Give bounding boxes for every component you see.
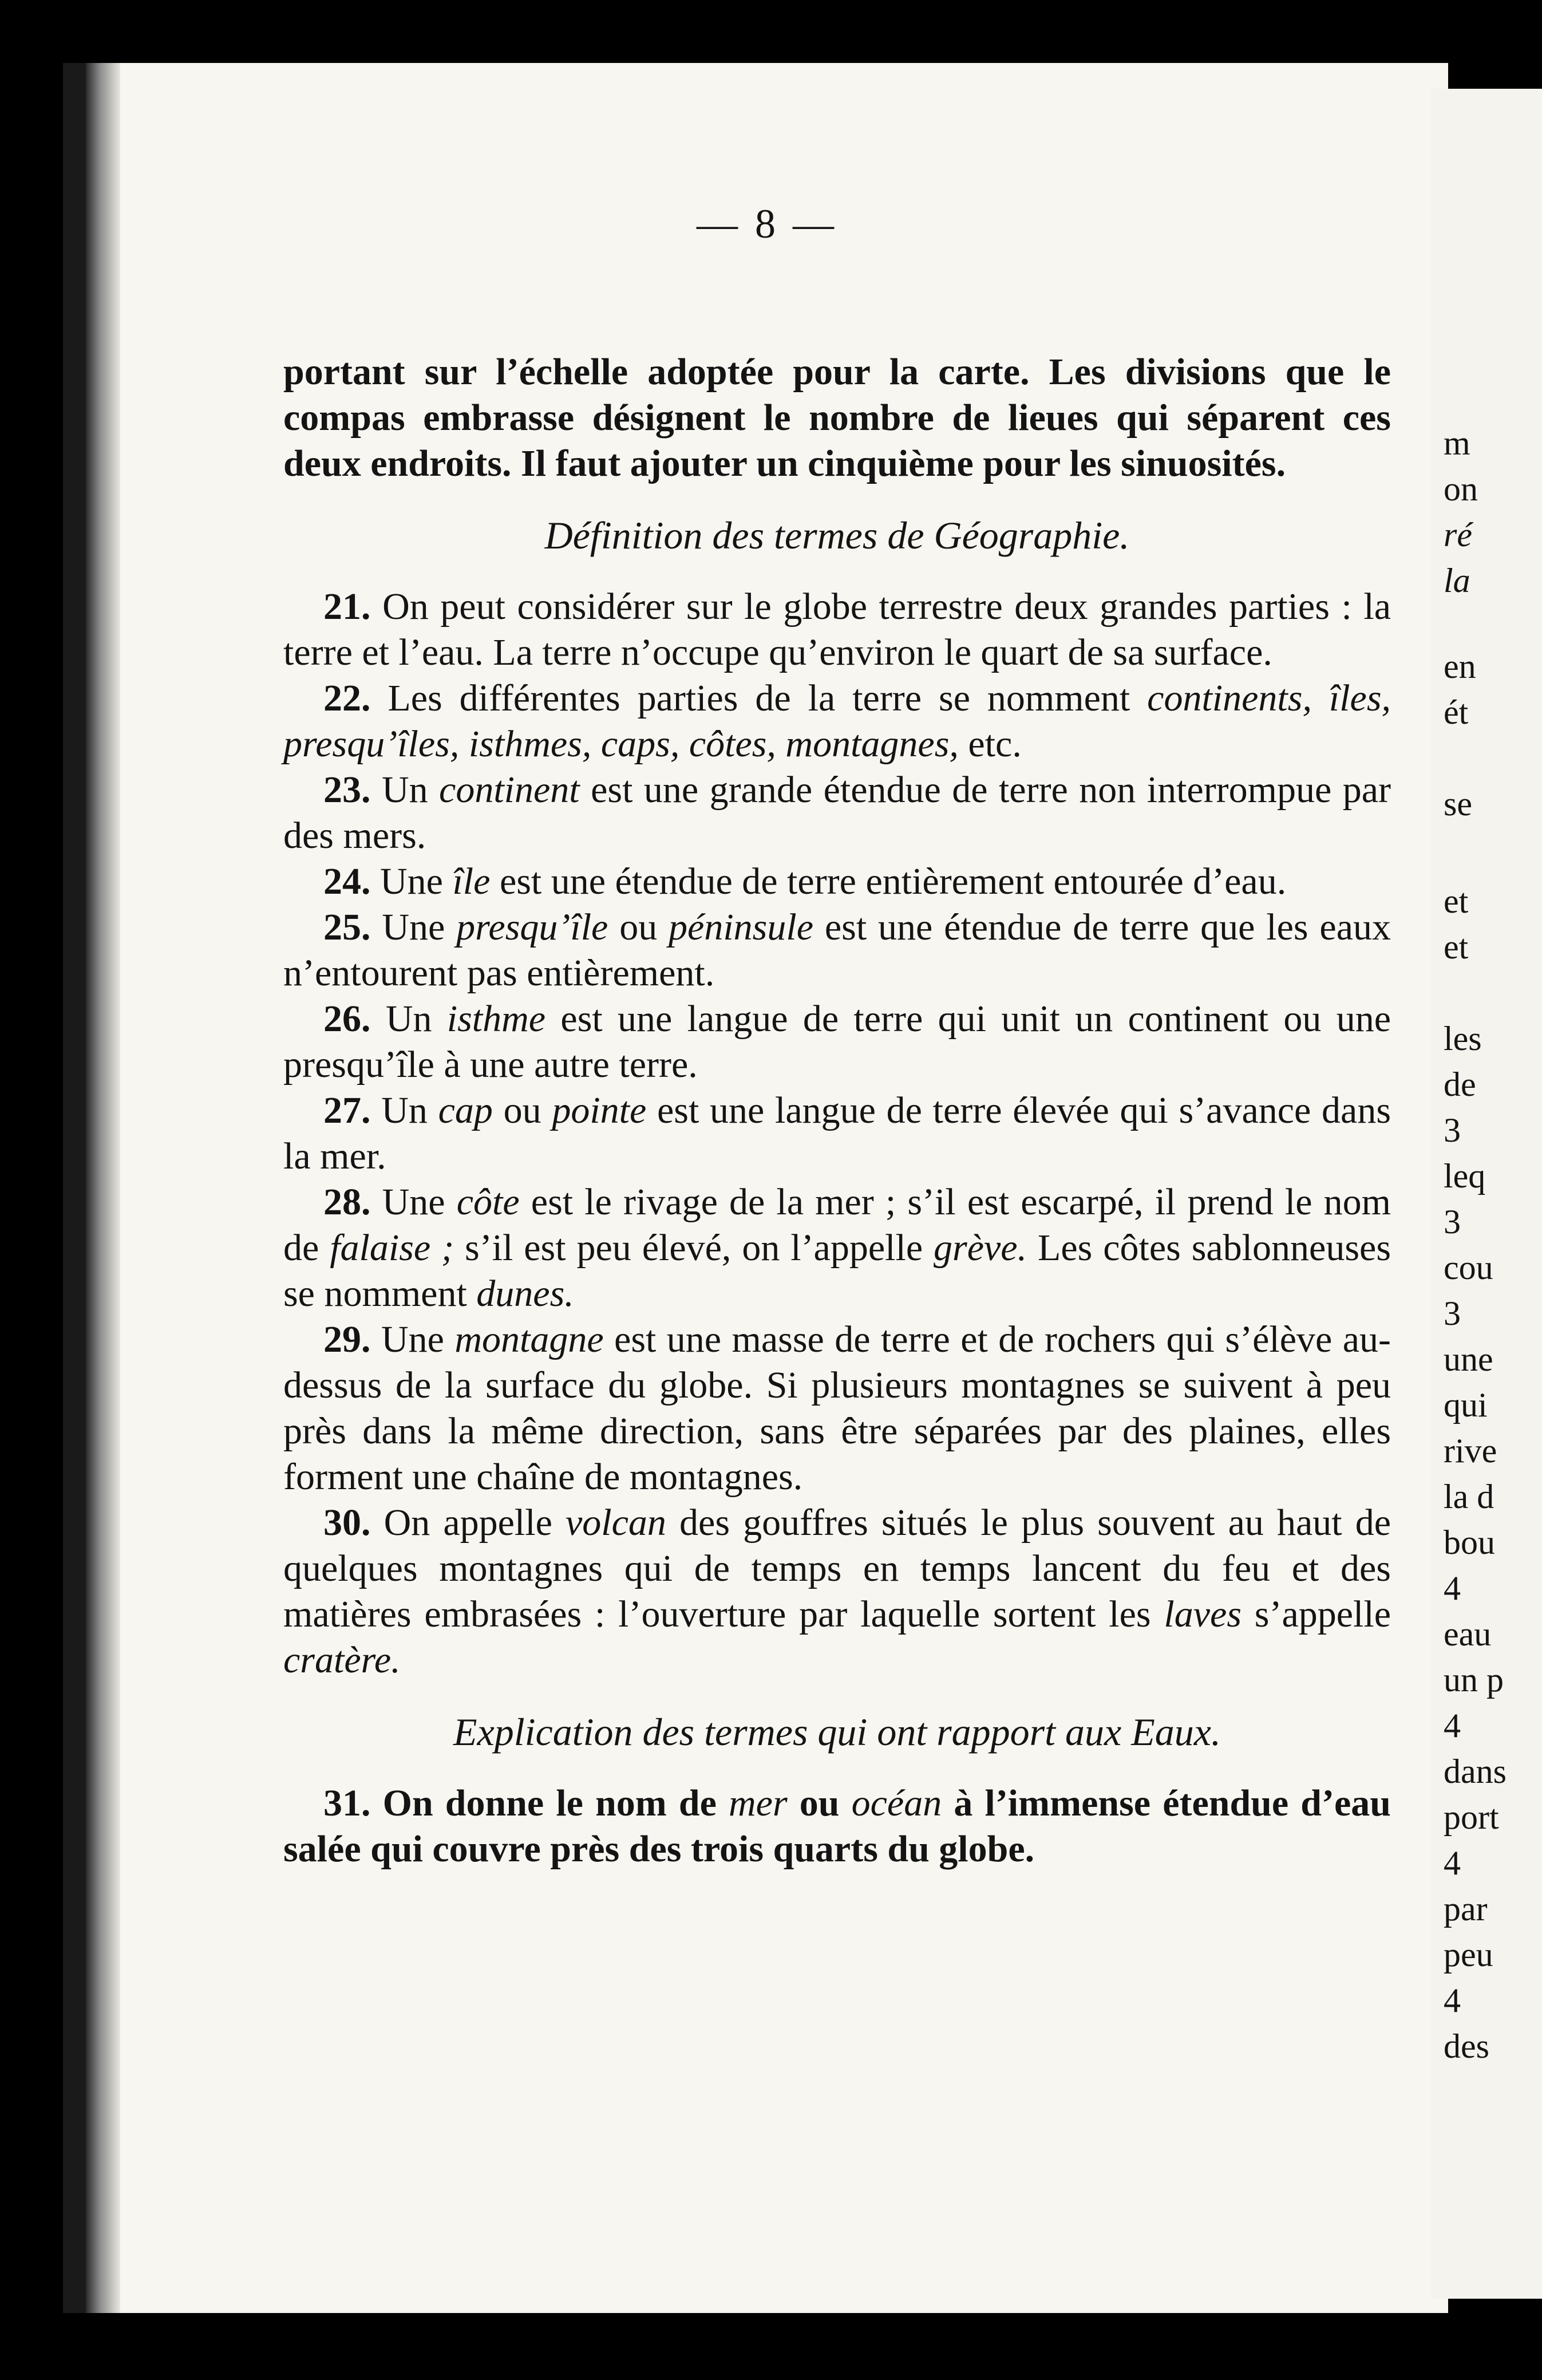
fragment: une [1444,1340,1493,1378]
page-gutter [86,63,120,2313]
item-text: On donne le nom de [382,1782,729,1824]
term: pointe [552,1090,647,1131]
fragment: la [1444,562,1470,599]
term: falaise ; [330,1227,454,1269]
item-number: 31. [323,1782,371,1824]
fragment: ét [1444,693,1469,731]
item-30 [283,1500,1391,1683]
item-22 [283,676,1391,767]
item-text: Une [382,906,457,948]
item-number: 28. [323,1181,371,1223]
item-text: des gouffres situés le plus souvent au haut de quelques montagnes qui de temps en temps lancent du feu et des matières embrasées : l’ouverture par laquelle sortent les [283,1502,1391,1635]
term: île [452,861,491,902]
item-25 [283,905,1391,996]
item-number: 30. [323,1502,371,1544]
term: mer [729,1782,788,1824]
item-31 [283,1781,1391,1872]
fragment: eau [1444,1615,1492,1653]
item-text: Une [382,1181,457,1223]
item-text: Une [380,861,453,902]
item-number: 22. [323,677,371,719]
fragment: en [1444,648,1476,685]
fragment: 3 [1444,1294,1461,1332]
item-24 [283,859,1391,905]
fragment: peu [1444,1936,1493,1974]
item-text: ou [608,906,669,948]
term: océan [851,1782,942,1824]
item-28 [283,1179,1391,1317]
item-text: On appelle [383,1502,566,1544]
item-number: 24. [323,861,371,902]
item-text: ou [787,1782,852,1824]
item-27 [283,1088,1391,1179]
fragment: les [1444,1020,1482,1057]
item-number: 29. [323,1319,371,1360]
item-26 [283,996,1391,1088]
fragment: 4 [1444,1707,1461,1744]
term-list: continents, îles, presqu’îles, isthmes, caps, côtes, montagnes, [283,677,1391,765]
term: péninsule [669,906,813,948]
fragment: un p [1444,1661,1504,1699]
fragment: 4 [1444,1982,1461,2019]
fragment: 3 [1444,1111,1461,1149]
item-text: est une étendue de terre que les eaux n’entourent pas entièrement. [283,906,1391,994]
fragment: rive [1444,1432,1497,1470]
fragment: 4 [1444,1569,1461,1607]
item-text: etc. [958,723,1022,765]
term: isthme [446,998,546,1040]
section-heading-definitions: Définition des termes de Géographie. [544,514,1130,557]
item-21 [283,584,1391,676]
item-text: Un [385,998,447,1040]
fragment: leq [1444,1157,1486,1195]
section-heading-waters: Explication des termes qui ont rapport aux Eaux. [453,1710,1221,1754]
item-text: est le rivage de la mer ; s’il est escarpé, il prend le nom de [283,1181,1391,1269]
term: volcan [566,1502,666,1544]
term: continent [439,769,580,811]
item-number: 25. [323,906,371,948]
term: grève. [934,1227,1027,1269]
item-text: Un [381,1090,438,1131]
fragment: ré [1444,516,1472,554]
term: laves [1164,1593,1241,1635]
term: presqu’île [456,906,608,948]
fragment: m [1444,424,1470,462]
fragment: se [1444,785,1472,823]
fragment: la d [1444,1478,1494,1515]
term: dunes. [476,1273,574,1315]
item-number: 27. [323,1090,371,1131]
item-23 [283,767,1391,859]
item-text: Les différentes parties de la terre se nomment [388,677,1148,719]
item-text: est une grande étendue de terre non interrompue par des mers. [283,769,1391,857]
term: cap [438,1090,493,1131]
item-number: 21. [323,586,371,627]
page-body [283,349,1391,1872]
fragment: et [1444,928,1469,966]
item-text: est une masse de terre et de rochers qui s’élève au-dessus de la surface du globe. Si plusieurs montagnes se suivent à peu près dans la même direction, sans être séparées par des plaines, elles forment une chaîne de montagnes. [283,1319,1391,1498]
fragment: et [1444,882,1469,920]
fragment: on [1444,470,1478,508]
fragment: de [1444,1065,1476,1103]
item-text: Un [381,769,440,811]
term: côte [456,1181,520,1223]
item-text: est une langue de terre élevée qui s’avance dans la mer. [283,1090,1391,1177]
item-text: Une [381,1319,455,1360]
fragment: 4 [1444,1844,1461,1882]
fragment: cou [1444,1249,1493,1286]
item-text: à l’immense étendue d’eau salée qui couvre près des trois quarts du globe. [283,1782,1391,1870]
item-text: est une langue de terre qui unit un continent ou une presqu’île à une autre terre. [283,998,1391,1086]
fragment: qui [1444,1386,1488,1424]
item-text: Les côtes sablonneuses se nomment [283,1227,1391,1315]
term: montagne [454,1319,604,1360]
fragment: des [1444,2027,1489,2065]
item-text: s’il est peu élevé, on l’appelle [454,1227,934,1269]
item-text: On peut considérer sur le globe terrestre deux grandes parties : la terre et l’eau. La terre n’occupe qu’environ le quart de sa surface. [283,586,1391,673]
page-number: — 8 — [697,201,837,247]
fragment: 3 [1444,1203,1461,1241]
item-text: ou [492,1090,552,1131]
paragraph-intro: portant sur l’échelle adoptée pour la carte. Les divisions que le compas embrasse désignent le nombre de lieues qui séparent ces deux endroits. Il faut ajouter un cinquième pour les sinuosités. [283,351,1391,484]
item-text: s’appelle [1241,1593,1391,1635]
adjacent-page-edge [1431,89,1542,2299]
book-page [63,63,1448,2313]
fragment: dans [1444,1753,1507,1790]
fragment: port [1444,1798,1499,1836]
fragment: par [1444,1890,1488,1928]
item-number: 23. [323,769,371,811]
item-29 [283,1317,1391,1500]
term: cratère. [283,1639,401,1681]
item-number: 26. [323,998,371,1040]
item-text: est une étendue de terre entièrement entourée d’eau. [490,861,1287,902]
fragment: bou [1444,1523,1495,1561]
